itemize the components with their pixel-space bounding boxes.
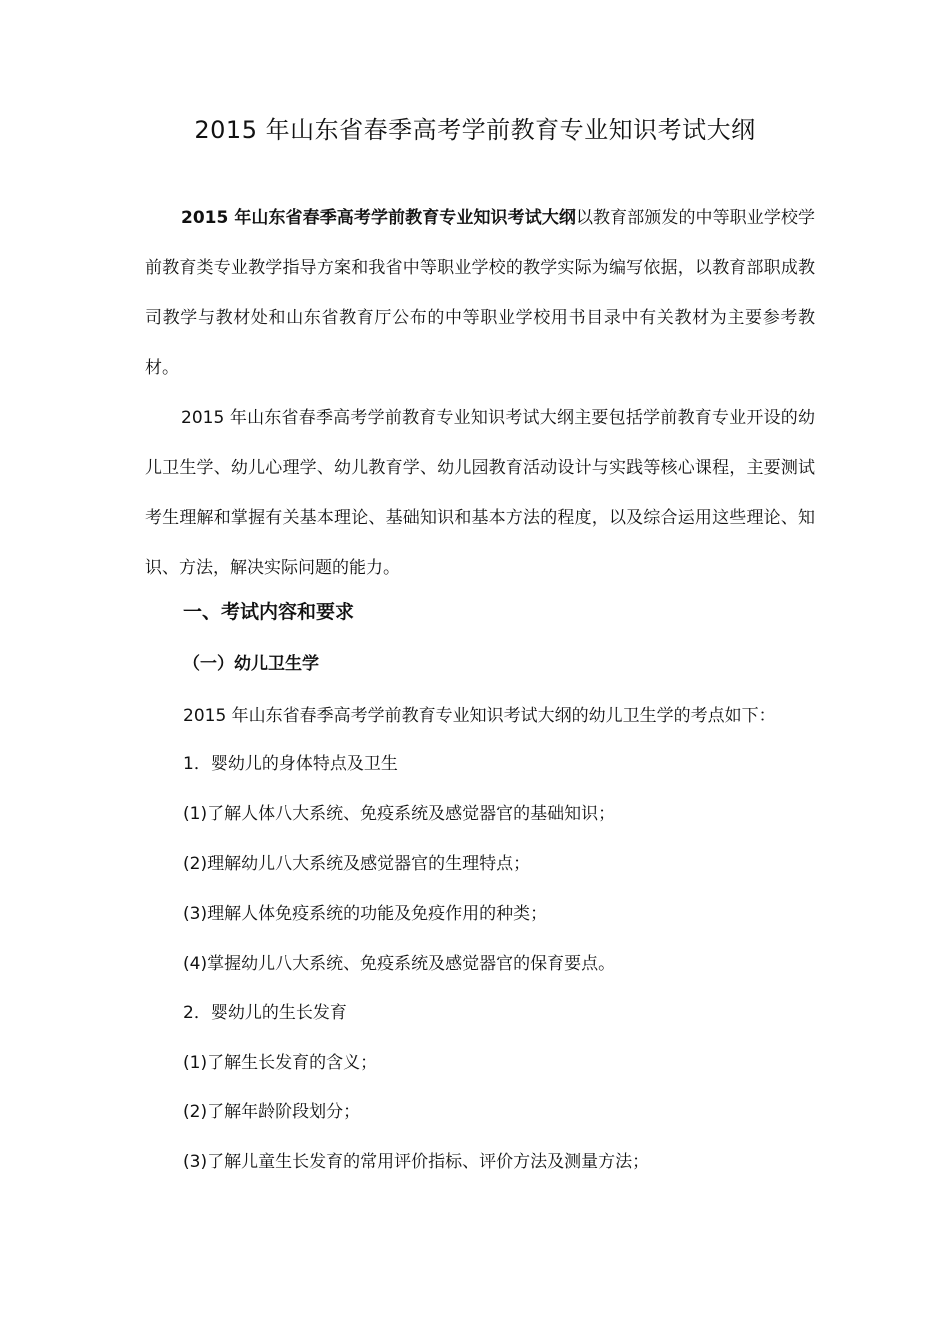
topic-item: (3)了解儿童生长发育的常用评价指标、评价方法及测量方法； <box>183 1152 650 1172</box>
scope-paragraph: 2015 年山东省春季高考学前教育专业知识考试大纲主要包括学前教育专业开设的幼儿卫生学、幼儿心理学、幼儿教育学、幼儿园教育活动设计与实践等核心课程，主要测试考生理解和掌握有关基本理论、基础知识和基本方法的程度，以及综合运用这些理论、知识、方法，解决实际问题的能力。 <box>145 408 815 578</box>
topic-item: (2)了解年龄阶段划分； <box>183 1102 361 1122</box>
intro-bold-lead: 2015 年山东省春季高考学前教育专业知识考试大纲 <box>181 208 576 228</box>
topic-item: (2)理解幼儿八大系统及感觉器官的生理特点； <box>183 854 531 874</box>
topic-item: (3)理解人体免疫系统的功能及免疫作用的种类； <box>183 904 548 924</box>
document-title: 2015 年山东省春季高考学前教育专业知识考试大纲 <box>194 116 756 144</box>
topic-item: (1)了解人体八大系统、免疫系统及感觉器官的基础知识； <box>183 804 616 824</box>
topic-item: (4)掌握幼儿八大系统、免疫系统及感觉器官的保育要点。 <box>183 954 616 974</box>
intro-paragraph <box>145 193 815 393</box>
subsection-heading: （一）幼儿卫生学 <box>183 654 319 674</box>
topic-item: (1)了解生长发育的含义； <box>183 1053 378 1073</box>
topic-heading: 1．婴幼儿的身体特点及卫生 <box>183 754 398 774</box>
intro-text: 以教育部颁发的中等职业学校学前教育类专业教学指导方案和我省中等职业学校的教学实际为编写依据，以教育部职成教司教学与教材处和山东省教育厅公布的中等职业学校用书目录中有关教材为主要参考教材。 <box>145 208 816 378</box>
topic-heading: 2．婴幼儿的生长发育 <box>183 1003 347 1023</box>
section-heading: 一、考试内容和要求 <box>183 601 355 623</box>
subsection-intro: 2015 年山东省春季高考学前教育专业知识考试大纲的幼儿卫生学的考点如下： <box>183 706 776 726</box>
